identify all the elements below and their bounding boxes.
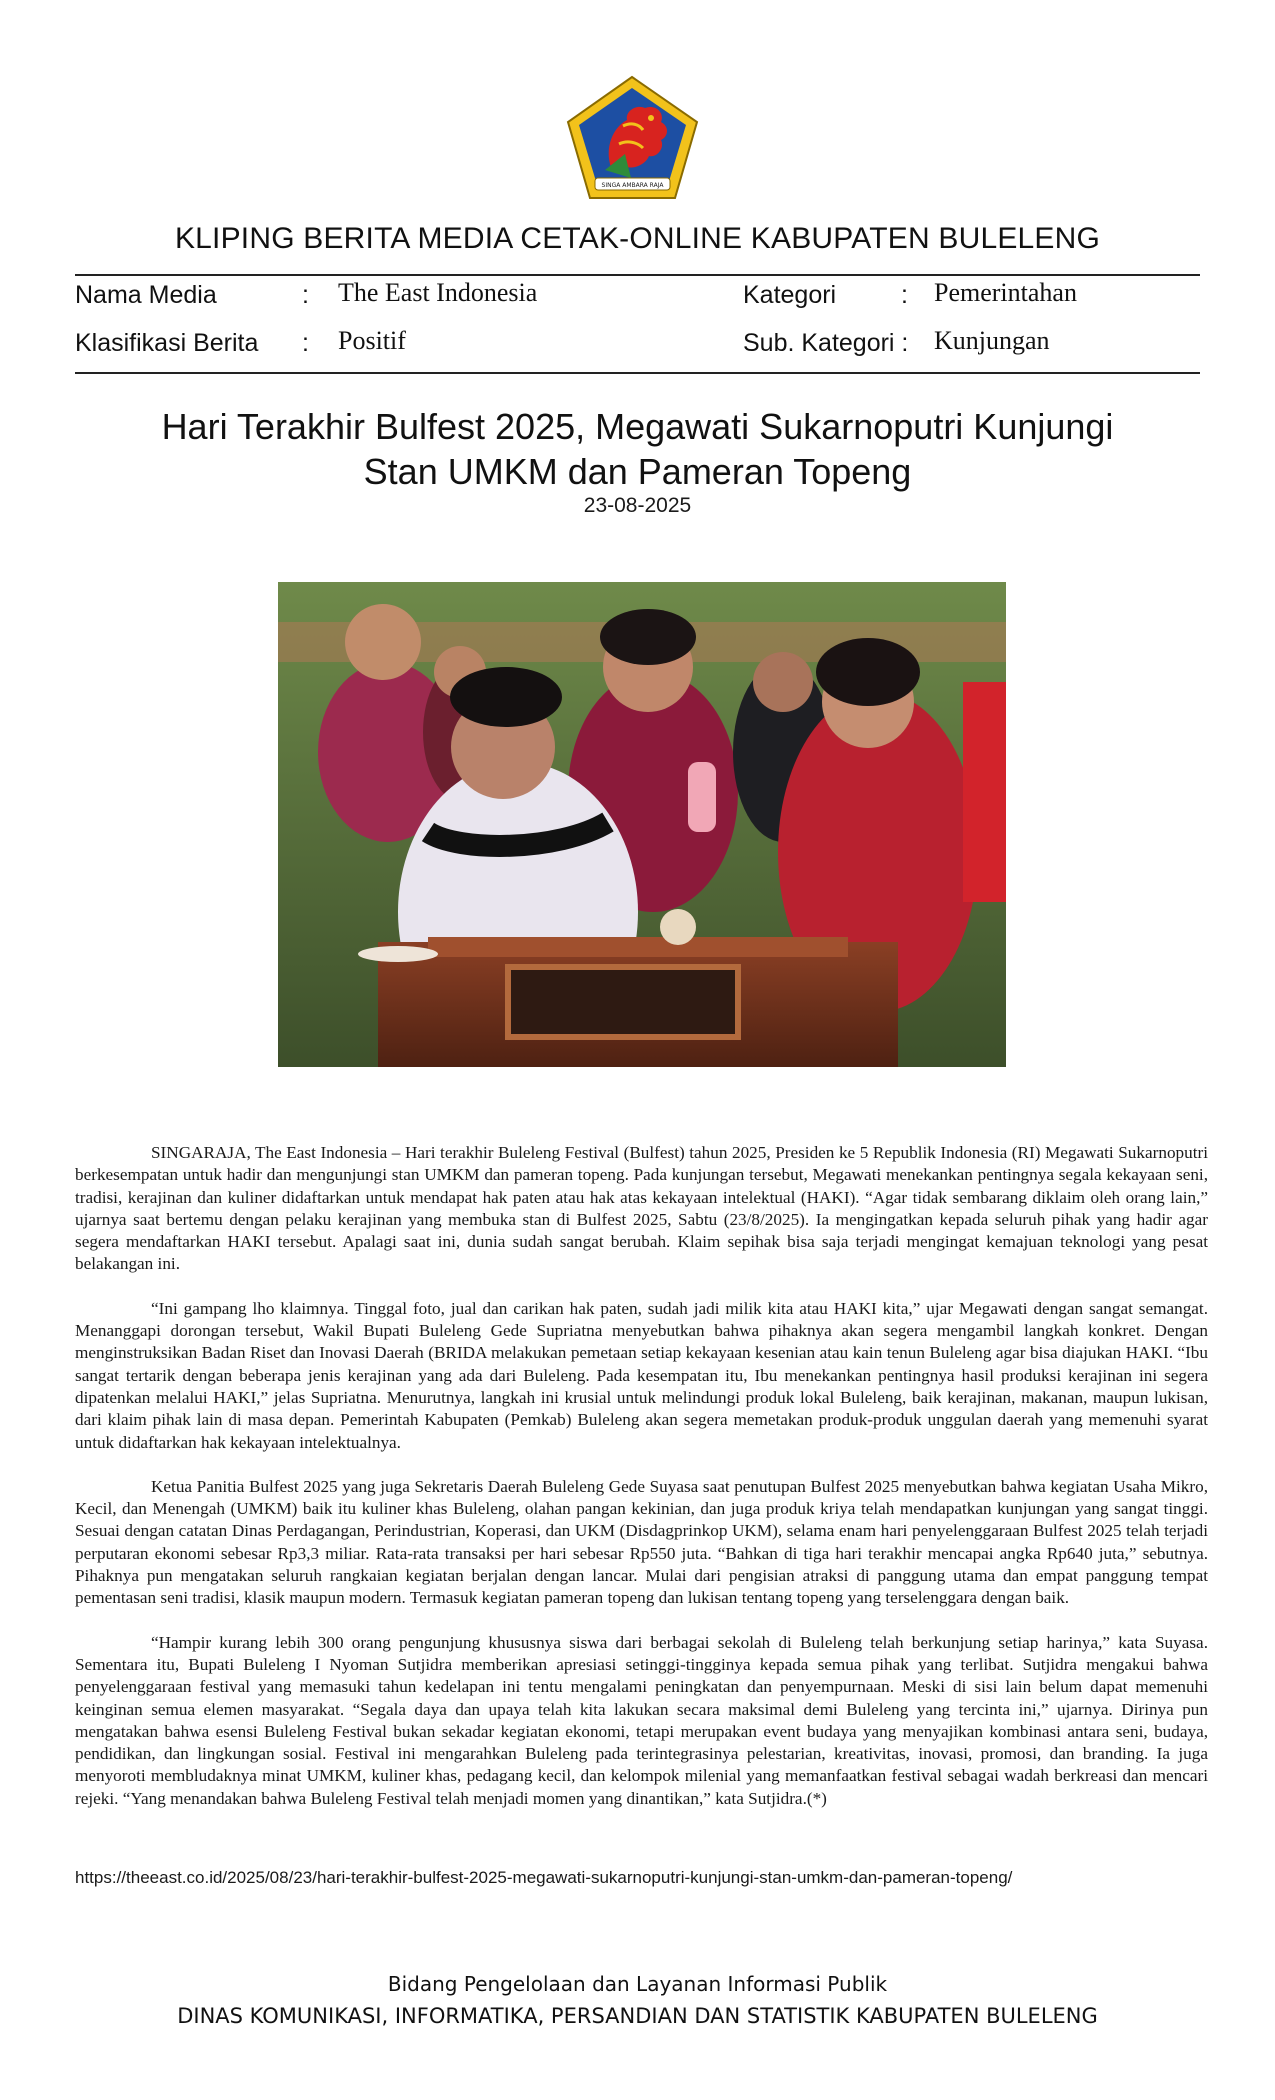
klasifikasi-value: Positif [338, 326, 406, 355]
media-colon: : [302, 281, 309, 309]
article-paragraph-4: “Hampir kurang lebih 300 orang pengunjung khususnya siswa dari berbagai sekolah di Buleleng telah berkunjung setiap harinya,” kata Suyasa. Sementara itu, Bupati Buleleng I Nyoman Sutjidra memberikan apresiasi setinggi-tingginya kepada semua pihak yang terlibat. Sutjidra mengakui bahwa penyelenggaraan festival yang memasuki tahun kedelapan ini tentu mengalami peningkatan dan penyempurnaan. Meski di sisi lain belum dapat memenuhi keinginan semua elemen masyarakat. “Segala daya dan upaya telah kita lakukan secara maksimal demi Buleleng yang tercinta ini,” ujarnya. Dirinya pun mengatakan bahwa esensi Buleleng Festival bukan sekadar kegiatan ekonomi, tetapi merupakan event budaya yang menyajikan kombinasi antara seni, budaya, pendidikan, dan lingkungan sosial. Festival ini mengarahkan Buleleng pada terintegrasinya pelestarian, kreativitas, inovasi, promosi, dan branding. Ia juga menyoroti membludaknya minat UMKM, kuliner khas, pedagang kecil, dan kelompok milenial yang memanfaatkan festival sebagai wadah berkreasi dan mencari rejeki. “Yang menandakan bahwa Buleleng Festival telah menjadi momen yang dinantikan,” kata Sutjidra.(*) [75, 1632, 1208, 1808]
article-title-line-1: Hari Terakhir Bulfest 2025, Megawati Sukarnoputri Kunjungi [161, 406, 1114, 447]
media-value: The East Indonesia [338, 278, 538, 307]
media-label: Nama Media [75, 281, 217, 309]
article-photo [278, 582, 1006, 1067]
source-link[interactable]: https://theeast.co.id/2025/08/23/hari-terakhir-bulfest-2025-megawati-sukarnoputri-kunjungi-stan-umkm-dan-pameran-topeng/ [75, 1868, 1013, 1887]
footer-division: Bidang Pengelolaan dan Layanan Informasi Publik [387, 1972, 888, 1996]
sub-kategori-value: Kunjungan [934, 326, 1050, 355]
svg-text:SINGA AMBARA RAJA: SINGA AMBARA RAJA [601, 182, 664, 189]
sub-kategori-label: Sub. Kategori : [743, 329, 909, 357]
kategori-value: Pemerintahan [934, 278, 1077, 307]
article-paragraph-1: SINGARAJA, The East Indonesia – Hari terakhir Buleleng Festival (Bulfest) tahun 2025, Presiden ke 5 Republik Indonesia (RI) Megawati Sukarnoputri berkesempatan untuk hadir dan mengunjungi stan UMKM dan pameran topeng. Pada kunjungan tersebut, Megawati menekankan pentingnya segala kekayaan seni, tradisi, kerajinan dan kuliner didaftarkan untuk mendapat hak paten atau hak atas kekayaan intelektual (HAKI). “Agar tidak sembarang diklaim oleh orang lain,” ujarnya saat bertemu dengan pelaku kerajinan yang membuka stan di Bulfest 2025, Sabtu (23/8/2025). Ia mengingatkan kepada seluruh pihak yang hadir agar segera mendaftarkan HAKI tersebut. Apalagi saat ini, dunia sudah sangat berubah. Klaim sepihak bisa saja terjadi mengingat kemajuan teknologi yang pesat belakangan ini. [75, 1143, 1208, 1274]
article-title-line-2: Stan UMKM dan Pameran Topeng [363, 451, 912, 492]
header-bottom-divider [75, 372, 1200, 374]
article-title [120, 404, 1155, 494]
article-body [75, 1142, 1208, 1832]
header-top-divider [75, 274, 1200, 276]
article-date: 23-08-2025 [583, 494, 692, 517]
kategori-label: Kategori [743, 281, 837, 309]
clipping-header-title: KLIPING BERITA MEDIA CETAK-ONLINE KABUPATEN BULELENG [174, 222, 1101, 255]
article-paragraph-2: “Ini gampang lho klaimnya. Tinggal foto, jual dan carikan hak paten, sudah jadi milik kita atau HAKI kita,” ujar Megawati dengan sangat semangat. Menanggapi dorongan tersebut, Wakil Bupati Buleleng Gede Supriatna menyebutkan bahwa pihaknya akan segera mengambil langkah konkret. Dengan menginstruksikan Badan Riset dan Inovasi Daerah (BRIDA melakukan pemetaan setiap kekayaan kesenian atau kain tenun Buleleng agar bisa diajukan HAKI. “Ibu sangat tertarik dengan beberapa jenis kerajinan yang ada dari Buleleng. Pada kesempatan itu, Ibu menekankan pentingnya hasil produksi kerajinan ini segera dipatenkan melalui HAKI,” jelas Supriatna. Menurutnya, langkah ini krusial untuk melindungi produk lokal Buleleng, baik kerajinan, makanan, maupun lukisan, dari klaim pihak lain di masa depan. Pemerintah Kabupaten (Pemkab) Buleleng akan segera memetakan produk-produk unggulan daerah yang memenuhi syarat untuk didaftarkan hak kekayaan intelektualnya. [75, 1298, 1208, 1452]
footer-agency: DINAS KOMUNIKASI, INFORMATIKA, PERSANDIAN DAN STATISTIK KABUPATEN BULELENG [177, 2004, 1098, 2028]
article-paragraph-3: Ketua Panitia Bulfest 2025 yang juga Sekretaris Daerah Buleleng Gede Suyasa saat penutupan Bulfest 2025 menyebutkan bahwa kegiatan Usaha Mikro, Kecil, dan Menengah (UMKM) baik itu kuliner khas Buleleng, olahan pangan kekinian, dan juga produk kriya telah mendapatkan kunjungan yang sangat tinggi. Sesuai dengan catatan Dinas Perdagangan, Perindustrian, Koperasi, dan UKM (Disdagprinkop UKM), selama enam hari penyelenggaraan Bulfest 2025 telah terjadi perputaran ekonomi sebesar Rp3,3 miliar. Rata-rata transaksi per hari sebesar Rp550 juta. “Bahkan di tiga hari terakhir mencapai angka Rp640 juta,” sebutnya. Pihaknya pun mengatakan seluruh rangkaian kegiatan berjalan dengan lancar. Mulai dari pengisian atraksi di panggung utama dan empat panggung tempat pementasan seni tradisi, klasik maupun modern. Termasuk kegiatan pameran topeng dan lukisan tentang topeng yang terselenggara dengan baik. [75, 1476, 1208, 1608]
klasifikasi-label: Klasifikasi Berita [75, 329, 259, 357]
buleleng-emblem-logo [565, 74, 700, 201]
kategori-colon: : [901, 281, 908, 309]
klasifikasi-colon: : [302, 329, 309, 357]
